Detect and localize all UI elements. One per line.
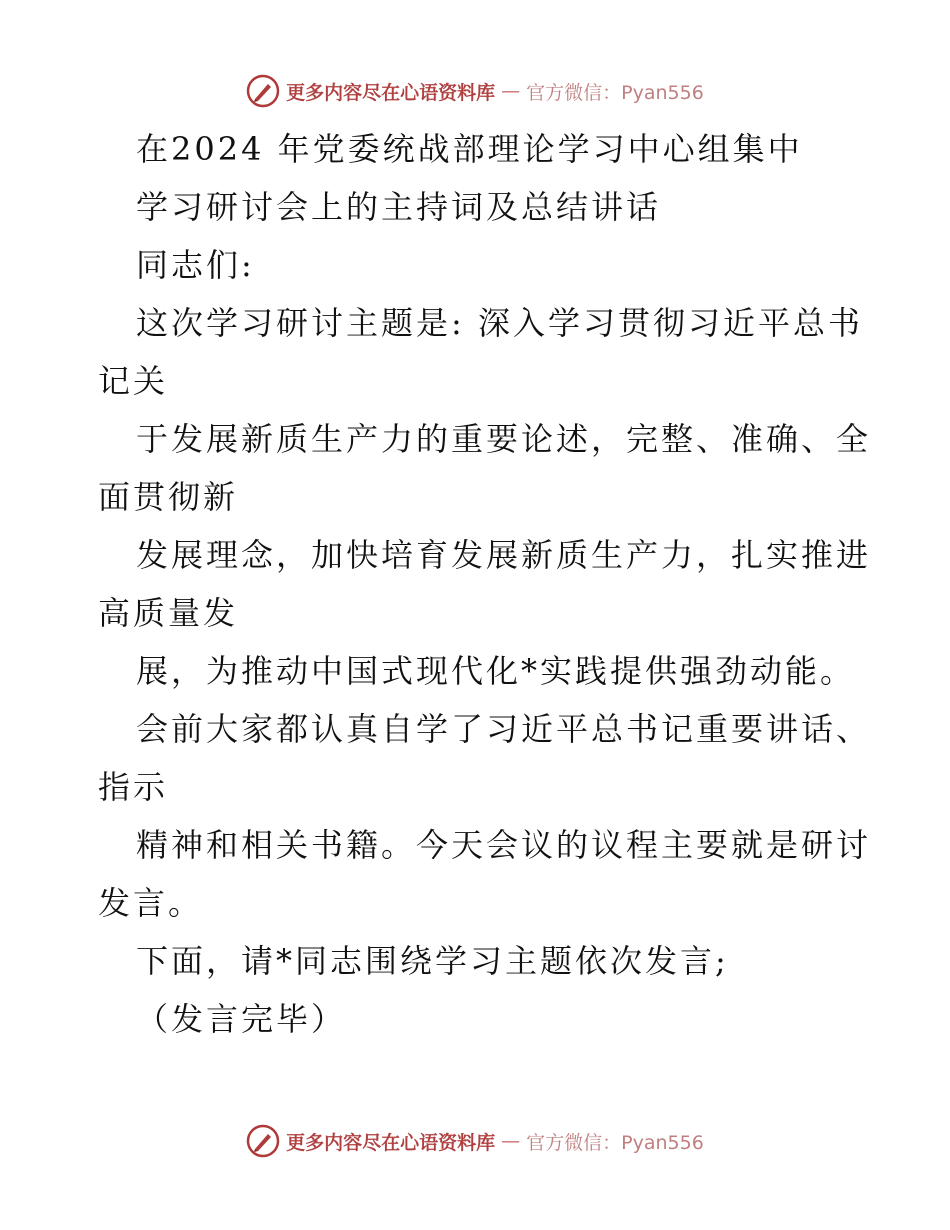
title-line-2: 学习研讨会上的主持词及总结讲话 — [136, 188, 662, 226]
watermark-dash: — — [501, 80, 521, 102]
footer-watermark — [0, 1124, 950, 1158]
watermark-wechat-text: 官方微信：Pyan556 — [526, 81, 704, 104]
salutation: 同志们: — [136, 246, 255, 284]
paragraph-line: 指示 — [98, 768, 169, 806]
paragraph-line: 发展理念，加快培育发展新质生产力，扎实推进 — [136, 536, 872, 574]
paragraph-line: 发言。 — [98, 884, 204, 922]
pen-logo-icon — [246, 1124, 280, 1158]
watermark-main-text: 更多内容尽在心语资料库 — [286, 81, 496, 104]
paragraph-line: 记关 — [98, 362, 169, 400]
title-line-1: 在2024 年党委统战部理论学习中心组集中 — [136, 130, 803, 168]
pen-logo-icon — [246, 74, 280, 108]
paragraph-line: 会前大家都认真自学了习近平总书记重要讲话、 — [136, 710, 872, 748]
watermark-wechat-text: 官方微信：Pyan556 — [526, 1131, 704, 1154]
paragraph-line: 面贯彻新 — [98, 478, 239, 516]
paragraph-line: 下面，请*同志围绕学习主题依次发言; — [136, 942, 729, 980]
header-watermark — [0, 74, 950, 108]
watermark-main-text: 更多内容尽在心语资料库 — [286, 1131, 496, 1154]
paragraph-line: 精神和相关书籍。今天会议的议程主要就是研讨 — [136, 826, 872, 864]
paragraph-line: 展，为推动中国式现代化*实践提供强劲动能。 — [136, 652, 856, 690]
paragraph-line: 高质量发 — [98, 594, 239, 632]
paragraph-line: 这次学习研讨主题是: 深入学习贯彻习近平总书 — [136, 304, 863, 342]
paragraph-line: 于发展新质生产力的重要论述，完整、准确、全 — [136, 420, 872, 458]
document-body — [98, 120, 872, 1048]
watermark-dash: — — [501, 1130, 521, 1152]
paragraph-line: （发言完毕） — [136, 1000, 347, 1038]
